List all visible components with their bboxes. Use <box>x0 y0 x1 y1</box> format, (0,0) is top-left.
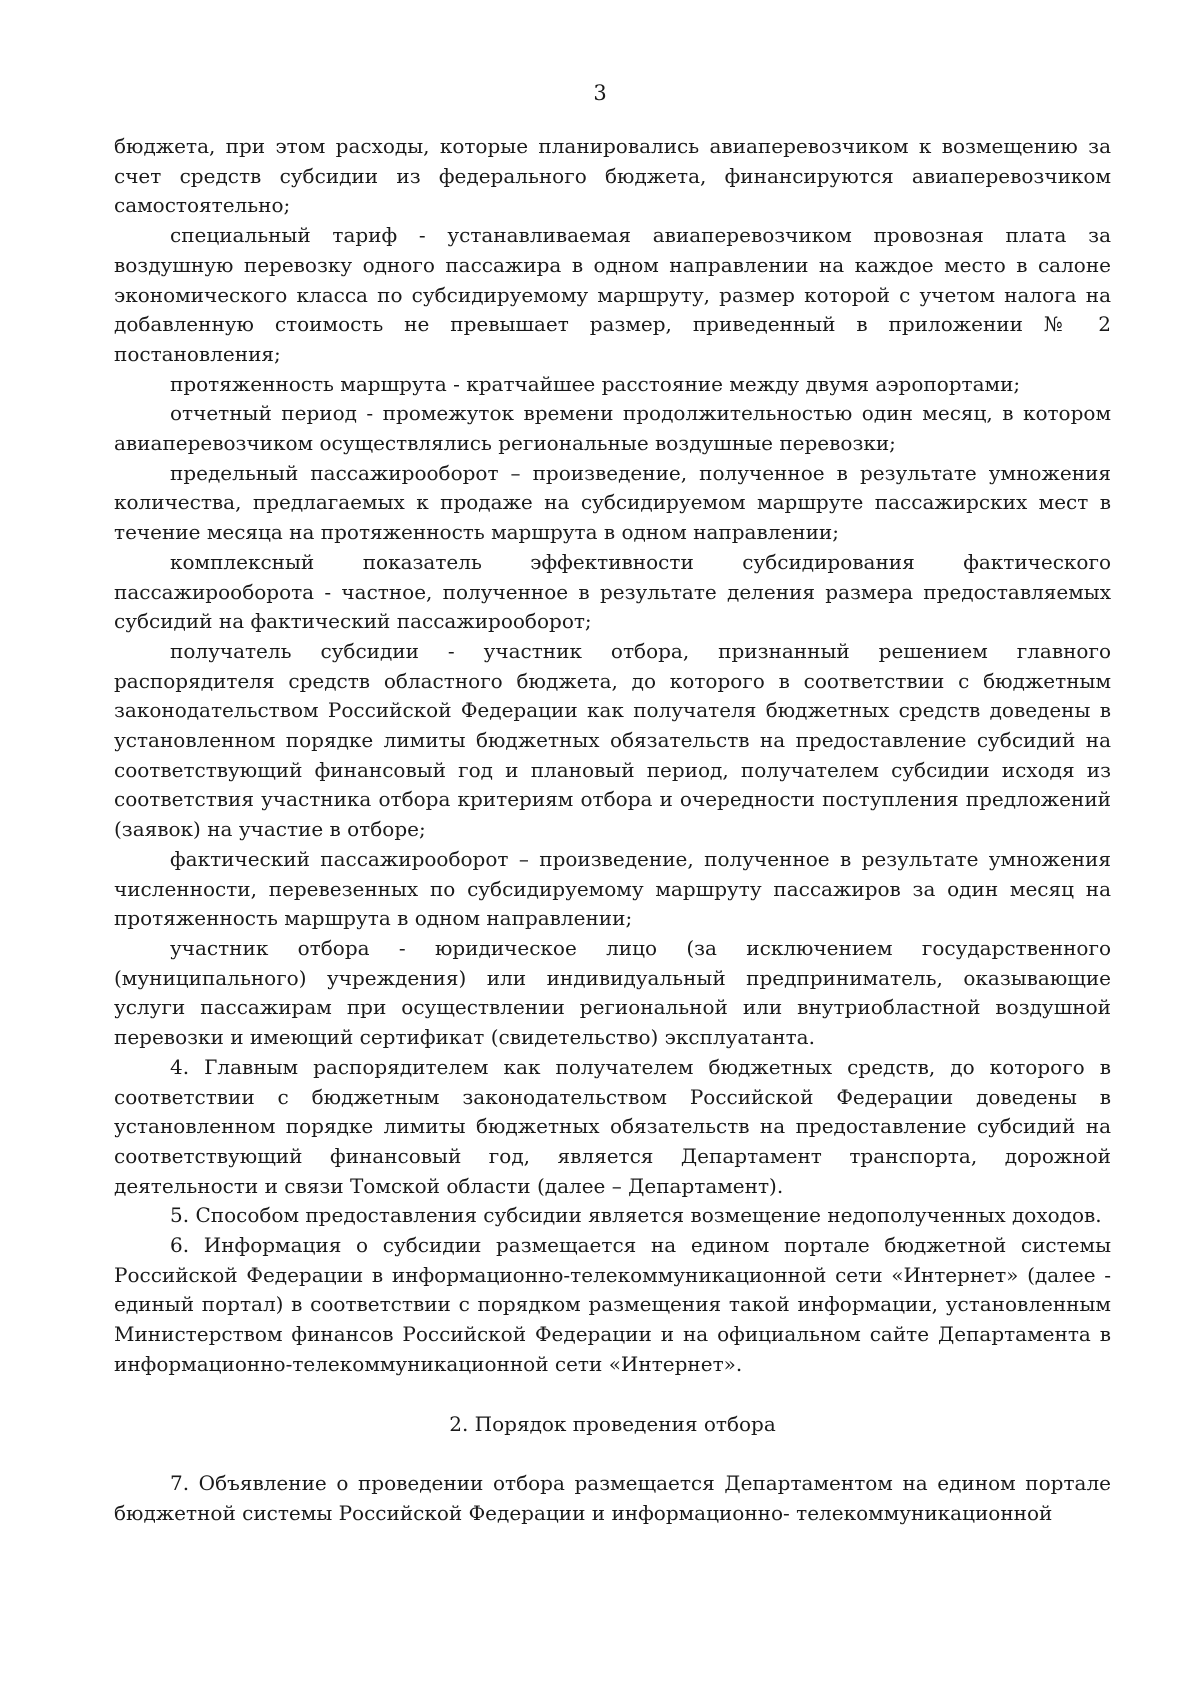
paragraph-max-passenger-turnover: предельный пассажирооборот – произведение, полученное в результате умножения количества, предлагаемых к продаже на субсидируемом маршруте пассажирских мест в течение месяца на протяженность маршрута в одном направлении; <box>114 460 1111 545</box>
document-body <box>114 132 1111 1529</box>
paragraph-efficiency-indicator: комплексный показатель эффективности субсидирования фактического пассажирооборота - частное, полученное в результате деления размера предоставляемых субсидий на фактический пассажирооборот; <box>114 549 1111 634</box>
paragraph-selection-participant: участник отбора - юридическое лицо (за исключением государственного (муниципального) учреждения) или индивидуальный предприниматель, оказывающие услуги пассажирам при осуществлении региональной или внутриобластной воздушной перевозки и имеющий сертификат (свидетельство) эксплуатанта. <box>114 935 1111 1050</box>
paragraph-item-7: 7. Объявление о проведении отбора размещается Департаментом на едином портале бюджетной системы Российской Федерации и информационно- телекоммуникационной <box>114 1471 1111 1525</box>
paragraph-item-4: 4. Главным распорядителем как получателем бюджетных средств, до которого в соответствии с бюджетным законодательством Российской Федерации доведены в установленном порядке лимиты бюджетных обязательств на предоставление субсидий на соответствующий финансовый год, является Департамент транспорта, дорожной деятельности и связи Томской области (далее – Департамент). <box>114 1054 1111 1198</box>
paragraph-reporting-period: отчетный период - промежуток времени продолжительностью один месяц, в котором авиаперевозчиком осуществлялись региональные воздушные перевозки; <box>114 401 1111 456</box>
paragraph-budget-continuation: бюджета, при этом расходы, которые планировались авиаперевозчиком к возмещению за счет средств субсидии из федерального бюджета, финансируются авиаперевозчиком самостоятельно; <box>114 134 1111 218</box>
paragraph-actual-passenger-turnover: фактический пассажирооборот – произведение, полученное в результате умножения численности, перевезенных по субсидируемому маршруту пассажиров за один месяц на протяженность маршрута в одном направлении; <box>114 846 1111 931</box>
paragraph-route-length: протяженность маршрута - кратчайшее расстояние между двумя аэропортами; <box>170 371 1021 396</box>
section-heading: 2. Порядок проведения отбора <box>449 1411 776 1436</box>
paragraph-special-tariff: специальный тариф - устанавливаемая авиаперевозчиком провозная плата за воздушную перевозку одного пассажира в одном направлении на каждое место в салоне экономического класса по субсидируемому маршруту, размер которой с учетом налога на добавленную стоимость не превышает размер, приведенный в приложении № 2 постановления; <box>114 223 1111 366</box>
paragraph-item-5: 5. Способом предоставления субсидии является возмещение недополученных доходов. <box>170 1203 1102 1228</box>
page-number: 3 <box>593 81 607 105</box>
paragraph-item-6: 6. Информация о субсидии размещается на едином портале бюджетной системы Российской Федерации в информационно-телекоммуникационной сети «Интернет» (далее - единый портал) в соответствии с порядком размещения такой информации, установленным Министерством финансов Российской Федерации и на официальном сайте Департамента в информационно-телекоммуникационной сети «Интернет». <box>114 1233 1111 1376</box>
paragraph-subsidy-recipient: получатель субсидии - участник отбора, признанный решением главного распорядителя средств областного бюджета, до которого в соответствии с бюджетным законодательством Российской Федерации как получателя бюджетных средств доведены в установленном порядке лимиты бюджетных обязательств на предоставление субсидий на соответствующий финансовый год и плановый период, получателем субсидии исходя из соответствия участника отбора критериям отбора и очередности поступления предложений (заявок) на участие в отборе; <box>114 638 1111 842</box>
